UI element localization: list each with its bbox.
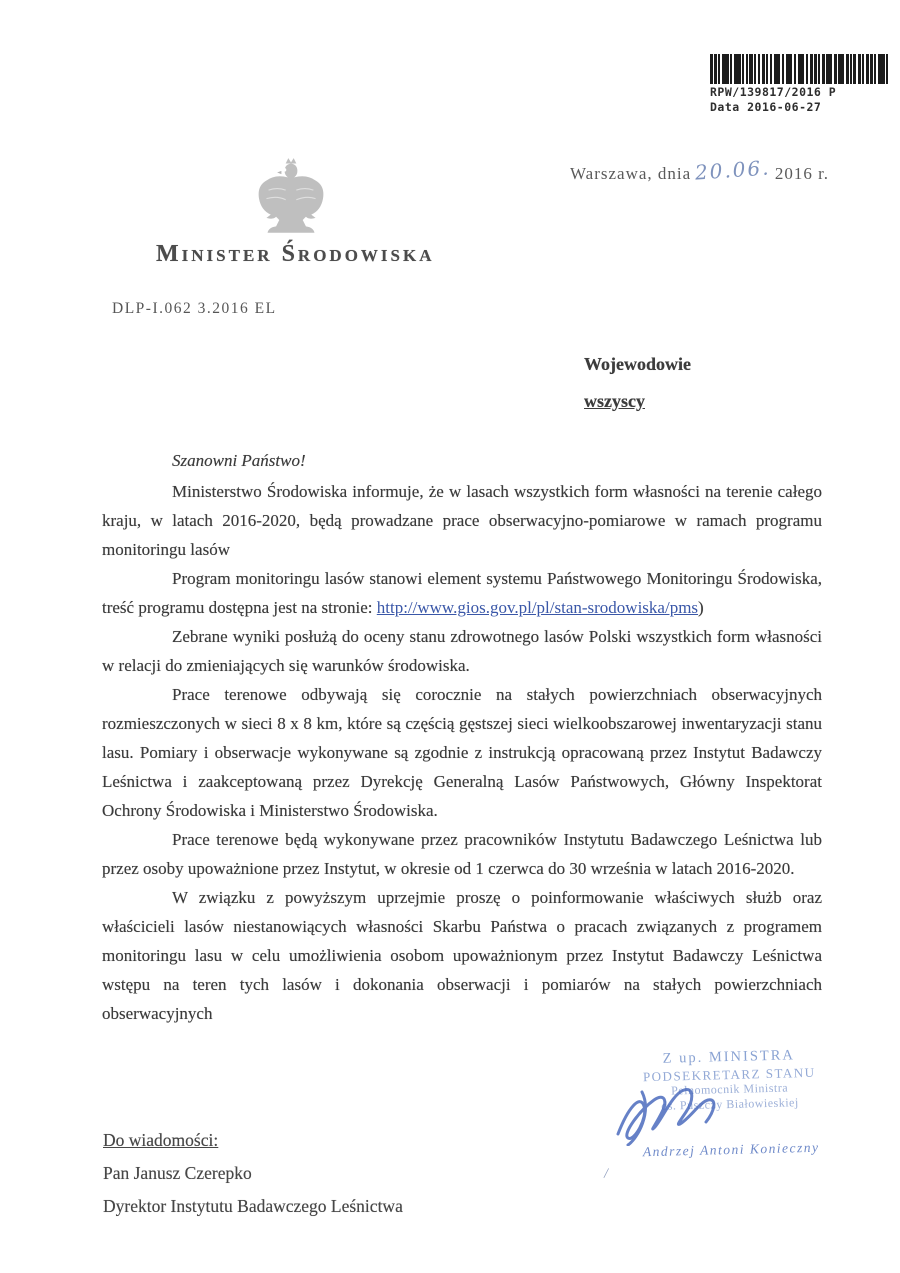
dateline-year: 2016 r. [774,164,830,183]
registry-stamp [710,54,894,114]
handwritten-date: 20.06. [694,155,772,185]
paragraph-3: Zebrane wyniki posłużą do oceny stanu zdrowotnego lasów Polski wszystkich form własności w relacji do zmieniających się warunków środowiska. [102,627,822,675]
addressee-block [584,346,691,420]
scan-artifact-mark: / [602,1165,610,1183]
addressee-line1: Wojewodowie [584,354,691,374]
cc-heading: Do wiadomości: [103,1130,219,1150]
salutation: Szanowni Państwo! [172,451,306,470]
cc-block [103,1124,403,1223]
handwritten-signature [608,1076,758,1151]
reference-number: DLP-I.062 3.2016 EL [112,300,277,317]
eagle-icon [252,156,330,236]
paragraph-6: W związku z powyższym uprzejmie proszę o poinformowanie właściwych służb oraz właścicieli lasów niestanowiących własności Skarbu Państwa o pracach związanych z programem monitoringu lasu w celu umożliwienia osobom upoważnionym przez Instytut Badawczy Leśnictwa wstępu na teren tych lasów i dokonania obserwacji i pomiarów na stałych powierzchniach obserwacyjnych [102,888,822,1023]
registry-number: RPW/139817/2016 P [710,85,837,99]
signatory-name: Andrzej Antoni Konieczny [642,1139,820,1160]
stamp-line1: Z up. MINISTRA [662,1047,796,1067]
dateline-prefix: Warszawa, dnia [570,164,692,183]
barcode-icon [710,54,888,84]
dateline [570,155,830,185]
stamp-line3: Pełnomocnik Ministra [670,1080,789,1098]
paragraph-1: Ministerstwo Środowiska informuje, że w lasach wszystkich form własności na terenie całego kraju, w latach 2016-2020, będą prowadzane prace obserwacyjno-pomiarowe w ramach programu monitoringu lasów [102,482,822,559]
paragraph-2-text: Program monitoringu lasów stanowi element systemu Państwowego Monitoringu Środowiska, treść programu dostępna jest na stronie: [102,569,822,617]
paragraph-4: Prace terenowe odbywają się corocznie na stałych powierzchniach obserwacyjnych rozmieszczonych w sieci 8 x 8 km, które są częścią gęstszej sieci wielkoobszarowej inwentaryzacji stanu lasu. Pomiary i obserwacje wykonywane są zgodnie z instrukcją opracowaną przez Instytut Badawczy Leśnictwa i zaakceptowaną przez Dyrekcję Generalną Lasów Państwowych, Główny Inspektorat Ochrony Środowiska i Ministerstwo Środowiska. [102,685,822,820]
paragraph-2-close: ) [698,598,704,617]
polish-eagle-emblem [252,156,330,236]
stamp-line4: ds. Puszczy Białowieskiej [661,1095,799,1113]
registry-date: Data 2016-06-27 [710,100,822,114]
gios-website-link[interactable]: http://www.gios.gov.pl/pl/stan-srodowiska/pms [376,598,699,617]
addressee-line2: wszyscy [584,391,645,411]
stamp-line2: PODSEKRETARZ STANU [642,1064,816,1085]
letter-body [102,446,822,1028]
signature-icon [608,1076,758,1146]
paragraph-5: Prace terenowe będą wykonywane przez pracowników Instytutu Badawczego Leśnictwa lub przez osoby upoważnione przez Instytut, w okresie od 1 czerwca do 30 września w latach 2016-2020. [102,830,822,878]
letterhead-title: Minister Środowiska [156,241,435,267]
cc-line2: Dyrektor Instytutu Badawczego Leśnictwa [103,1196,403,1216]
paragraph-2 [102,564,822,622]
cc-line1: Pan Janusz Czerepko [103,1163,252,1183]
